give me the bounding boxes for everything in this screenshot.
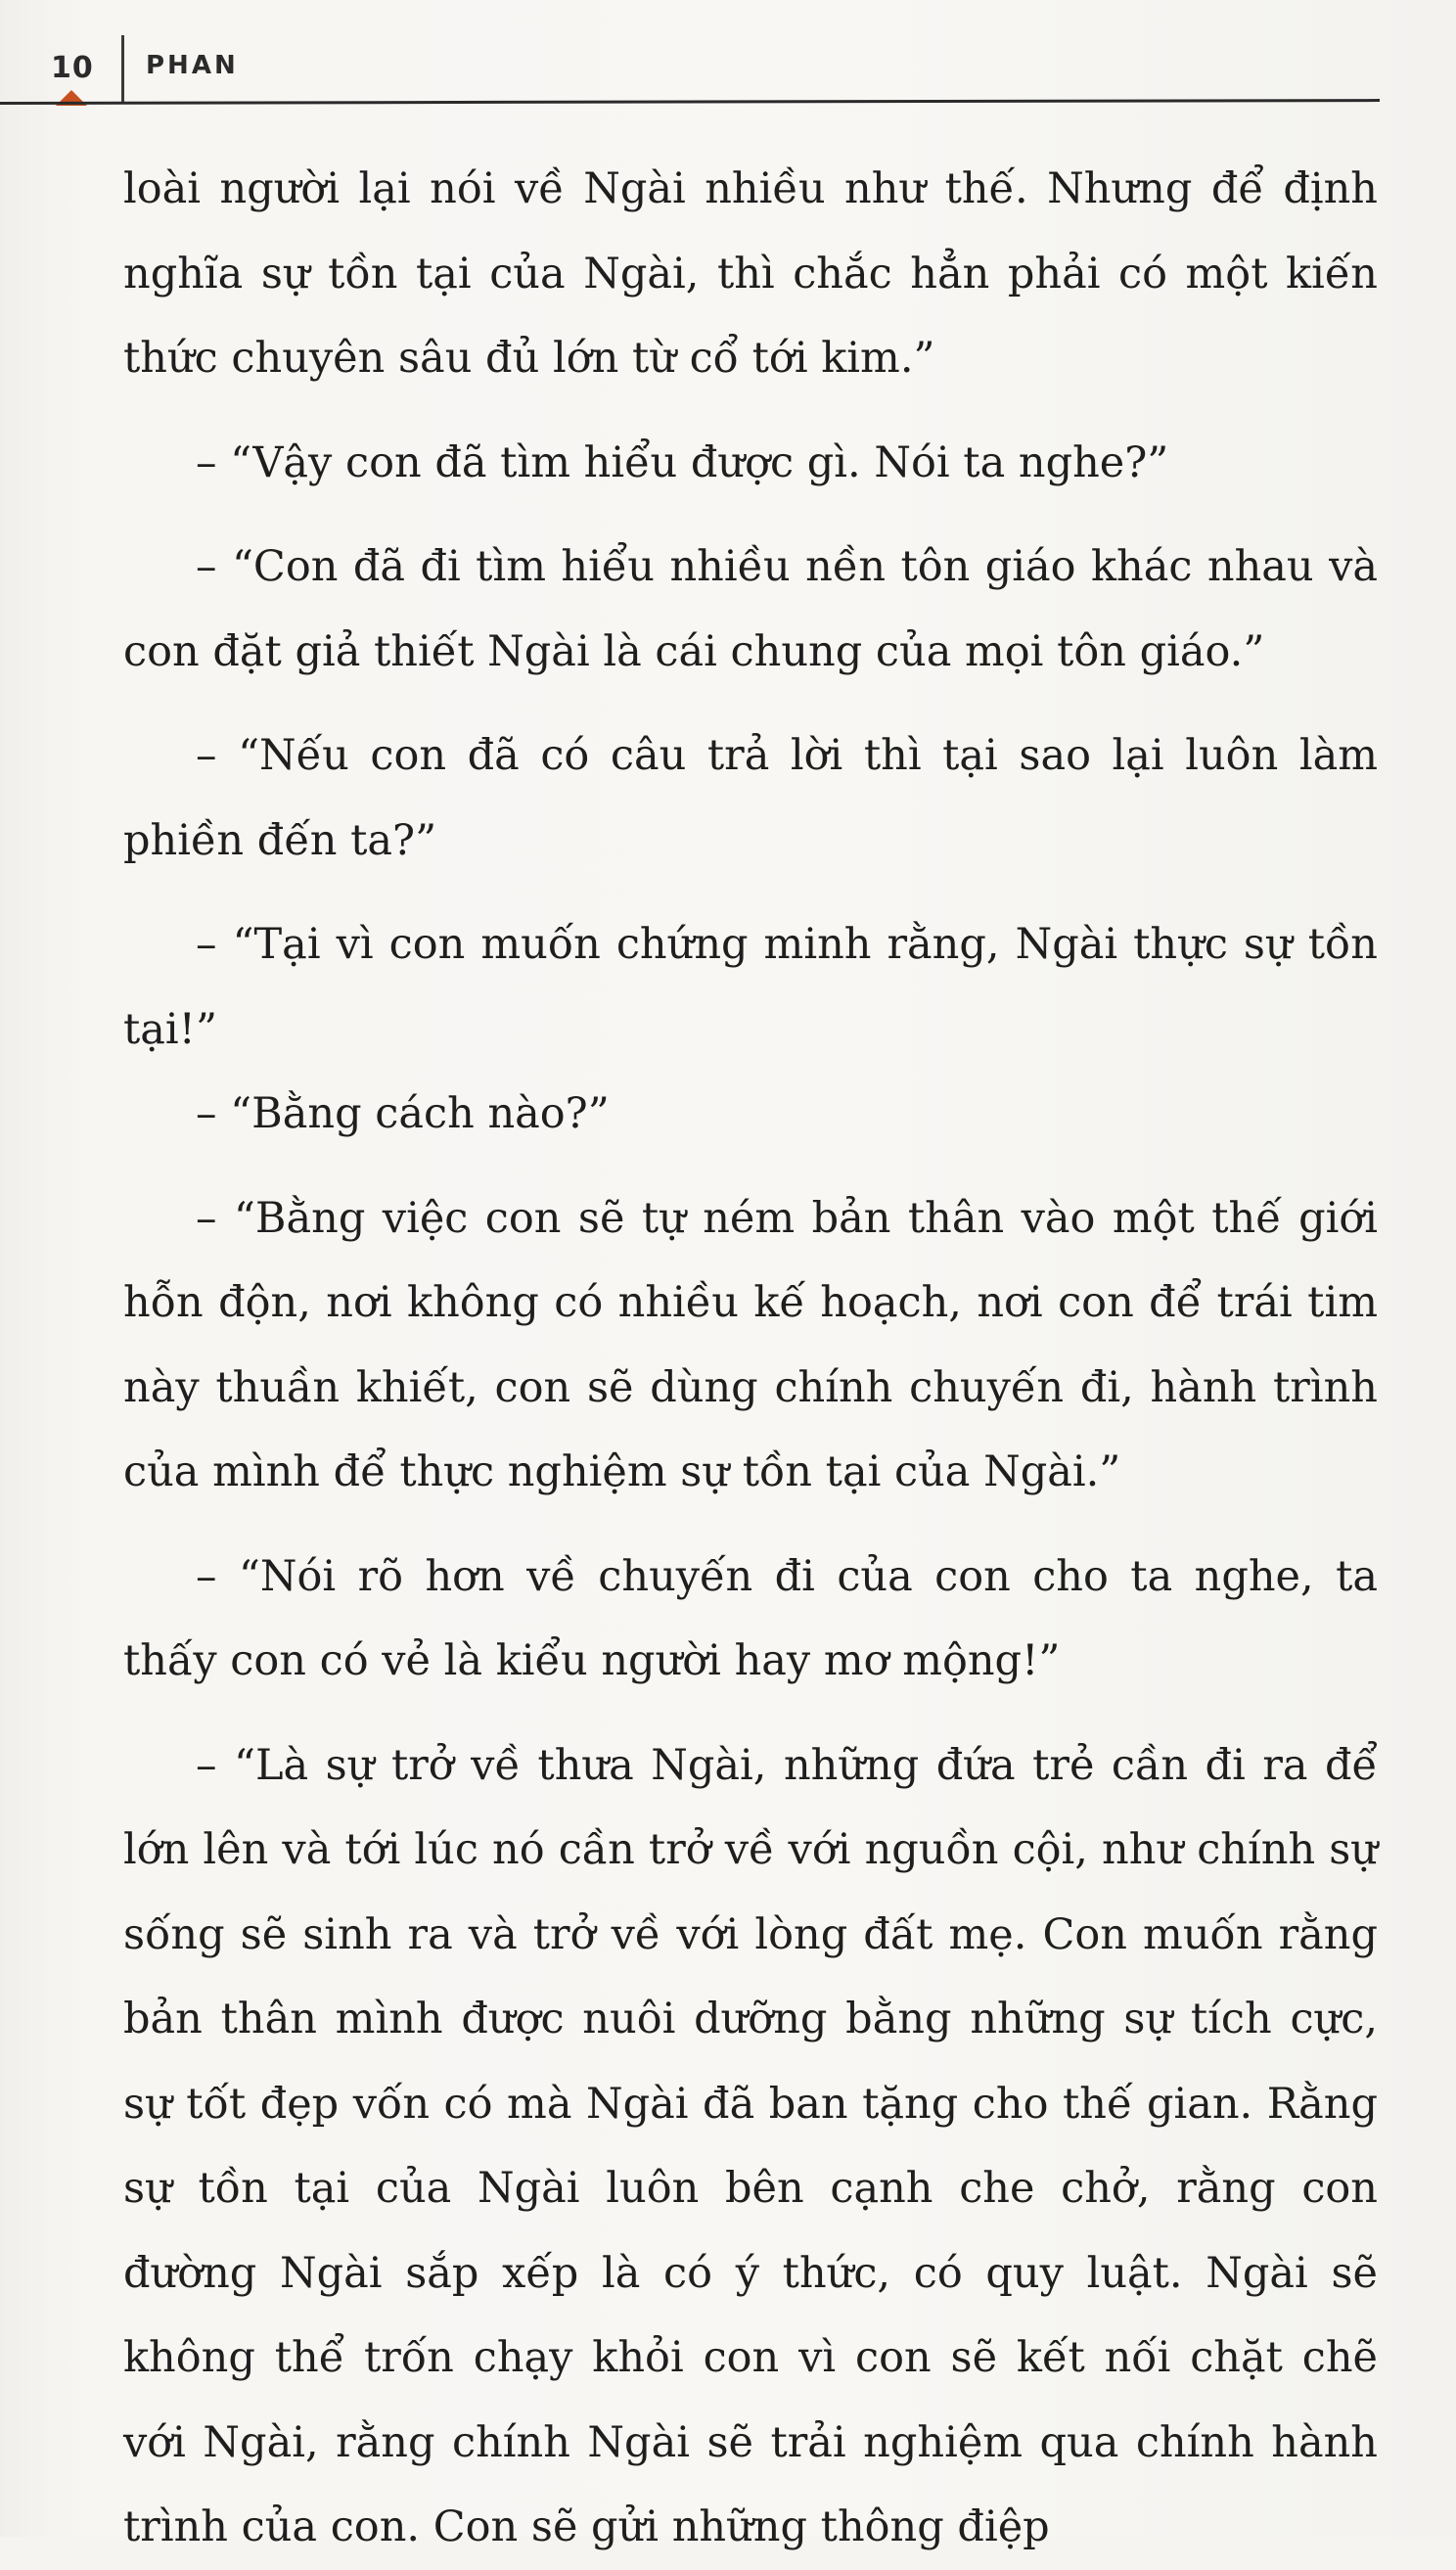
page-number: 10	[51, 51, 94, 85]
body-text	[123, 147, 1378, 2570]
dialog-paragraph: – “Bằng việc con sẽ tự ném bản thân vào một thế giới hỗn độn, nơi không có nhiều kế hoạch, nơi con để trái tim này thuần khiết, con sẽ dùng chính chuyến đi, hành trình của mình để thực nghiệm sự tồn tại của Ngài.”	[123, 1193, 1378, 1496]
dialog-paragraph: – “Tại vì con muốn chứng minh rằng, Ngài thực sự tồn tại!”	[123, 920, 1378, 1054]
dialog-paragraph: – “Nói rõ hơn về chuyến đi của con cho ta nghe, ta thấy con có vẻ là kiểu người hay mơ mộng!”	[123, 1551, 1378, 1685]
header-rule	[0, 99, 1380, 105]
dialog-paragraph: – “Là sự trở về thưa Ngài, những đứa trẻ cần đi ra để lớn lên và tới lúc nó cần trở về với nguồn cội, như chính sự sống sẽ sinh ra và trở về với lòng đất mẹ. Con muốn rằng bản thân mình được nuôi dưỡng bằng những sự tích cực, sự tốt đẹp vốn có mà Ngài đã ban tặng cho thế gian. Rằng sự tồn tại của Ngài luôn bên cạnh che chở, rằng con đường Ngài sắp xếp là có ý thức, có quy luật. Ngài sẽ không thể trốn chạy khỏi con vì con sẽ kết nối chặt chẽ với Ngài, rằng chính Ngài sẽ trải nghiệm qua chính hành trình của con. Con sẽ gửi những thông điệp	[123, 1740, 1378, 2551]
paragraph-continuation: loài người lại nói về Ngài nhiều như thế. Nhưng để định nghĩa sự tồn tại của Ngài, thì chắc hẳn phải có một kiến thức chuyên sâu đủ lớn từ cổ tới kim.”	[123, 164, 1378, 383]
header-divider	[121, 35, 124, 102]
dialog-paragraph: – “Nếu con đã có câu trả lời thì tại sao lại luôn làm phiền đến ta?”	[123, 731, 1378, 865]
dialog-paragraph: – “Con đã đi tìm hiểu nhiều nền tôn giáo khác nhau và con đặt giả thiết Ngài là cái chung của mọi tôn giáo.”	[123, 542, 1378, 676]
dialog-paragraph: – “Vậy con đã tìm hiểu được gì. Nói ta nghe?”	[196, 437, 1169, 487]
running-head: PHAN	[146, 51, 239, 80]
dialog-paragraph: – “Bằng cách nào?”	[196, 1089, 610, 1138]
